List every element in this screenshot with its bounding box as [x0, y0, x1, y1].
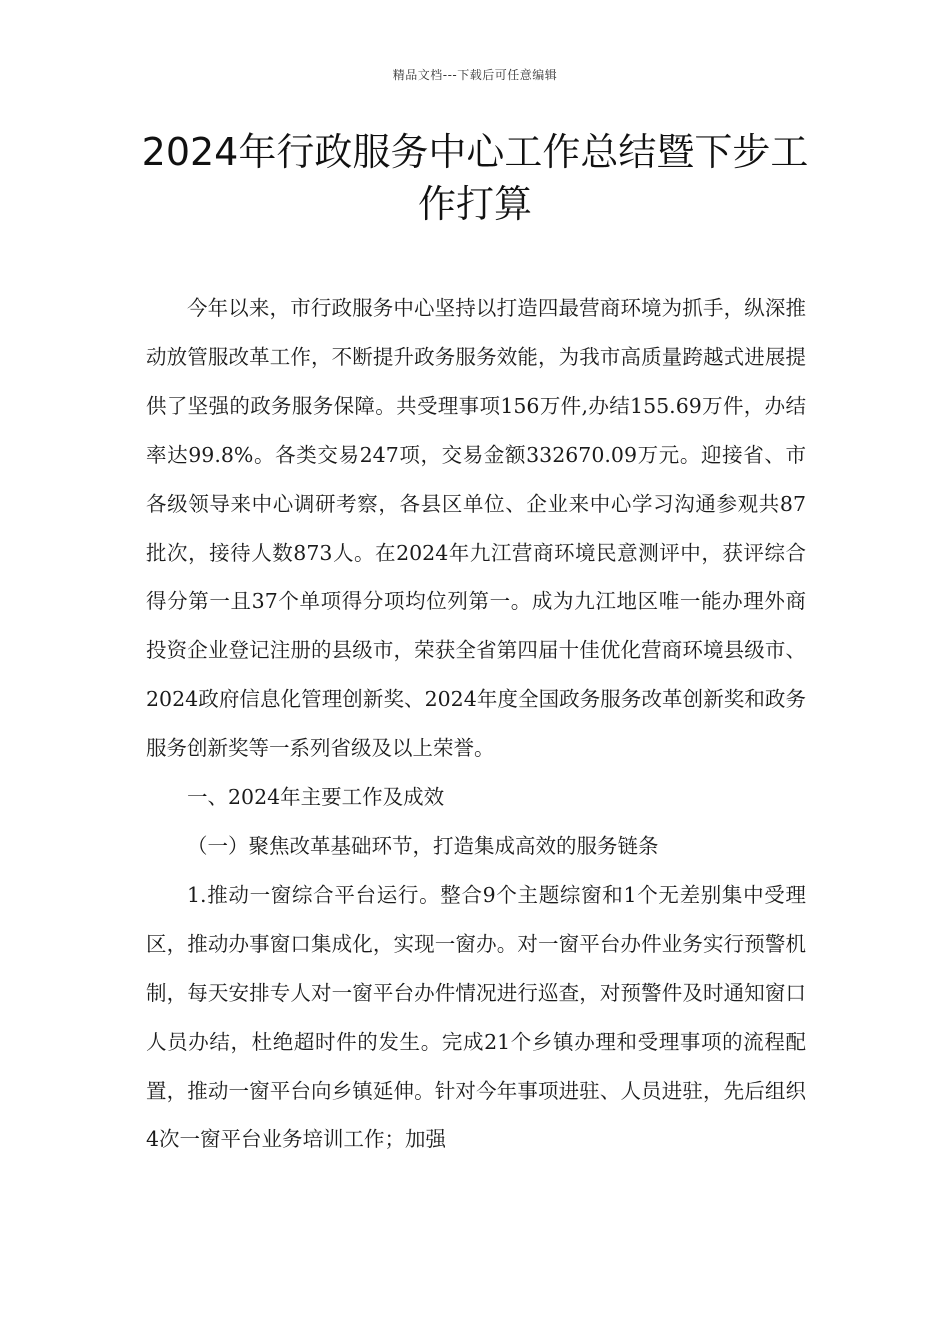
paragraph-item-1: 1.推动一窗综合平台运行。整合9个主题综窗和1个无差别集中受理区，推动办事窗口集成化，实现一窗办。对一窗平台办件业务实行预警机制，每天安排专人对一窗平台办件情况进行巡查，对预警件及时通知窗口人员办结，杜绝超时件的发生。完成21个乡镇办理和受理事项的流程配置，推动一窗平台向乡镇延伸。针对今年事项进驻、人员进驻，先后组织4次一窗平台业务培训工作；加强 — [146, 882, 806, 1152]
subsection-heading: （一）聚焦改革基础环节，打造集成高效的服务链条 — [187, 833, 659, 858]
paragraph-intro: 今年以来，市行政服务中心坚持以打造四最营商环境为抓手，纵深推动放管服改革工作，不断提升政务服务效能，为我市高质量跨越式进展提供了坚强的政务服务保障。共受理事项156万件,办结155.69万件，办结率达99.8%。各类交易247项，交易金额332670.09万元。迎接省、市各级领导来中心调研考察，各县区单位、企业来中心学习沟通参观共87批次，接待人数873人。在2024年九江营商环境民意测评中，获评综合得分第一且37个单项得分项均位列第一。成为九江地区唯一能办理外商投资企业登记注册的县级市，荣获全省第四届十佳优化营商环境县级市、2024政府信息化管理创新奖、2024年度全国政务服务改革创新奖和政务服务创新奖等一系列省级及以上荣誉。 — [146, 296, 806, 761]
section-heading: 一、2024年主要工作及成效 — [187, 785, 445, 810]
document-title: 2024年行政服务中心工作总结暨下步工作打算 — [141, 130, 809, 226]
document-body — [146, 284, 806, 1164]
header-note: 精品文档---下载后可任意编辑 — [392, 68, 558, 82]
